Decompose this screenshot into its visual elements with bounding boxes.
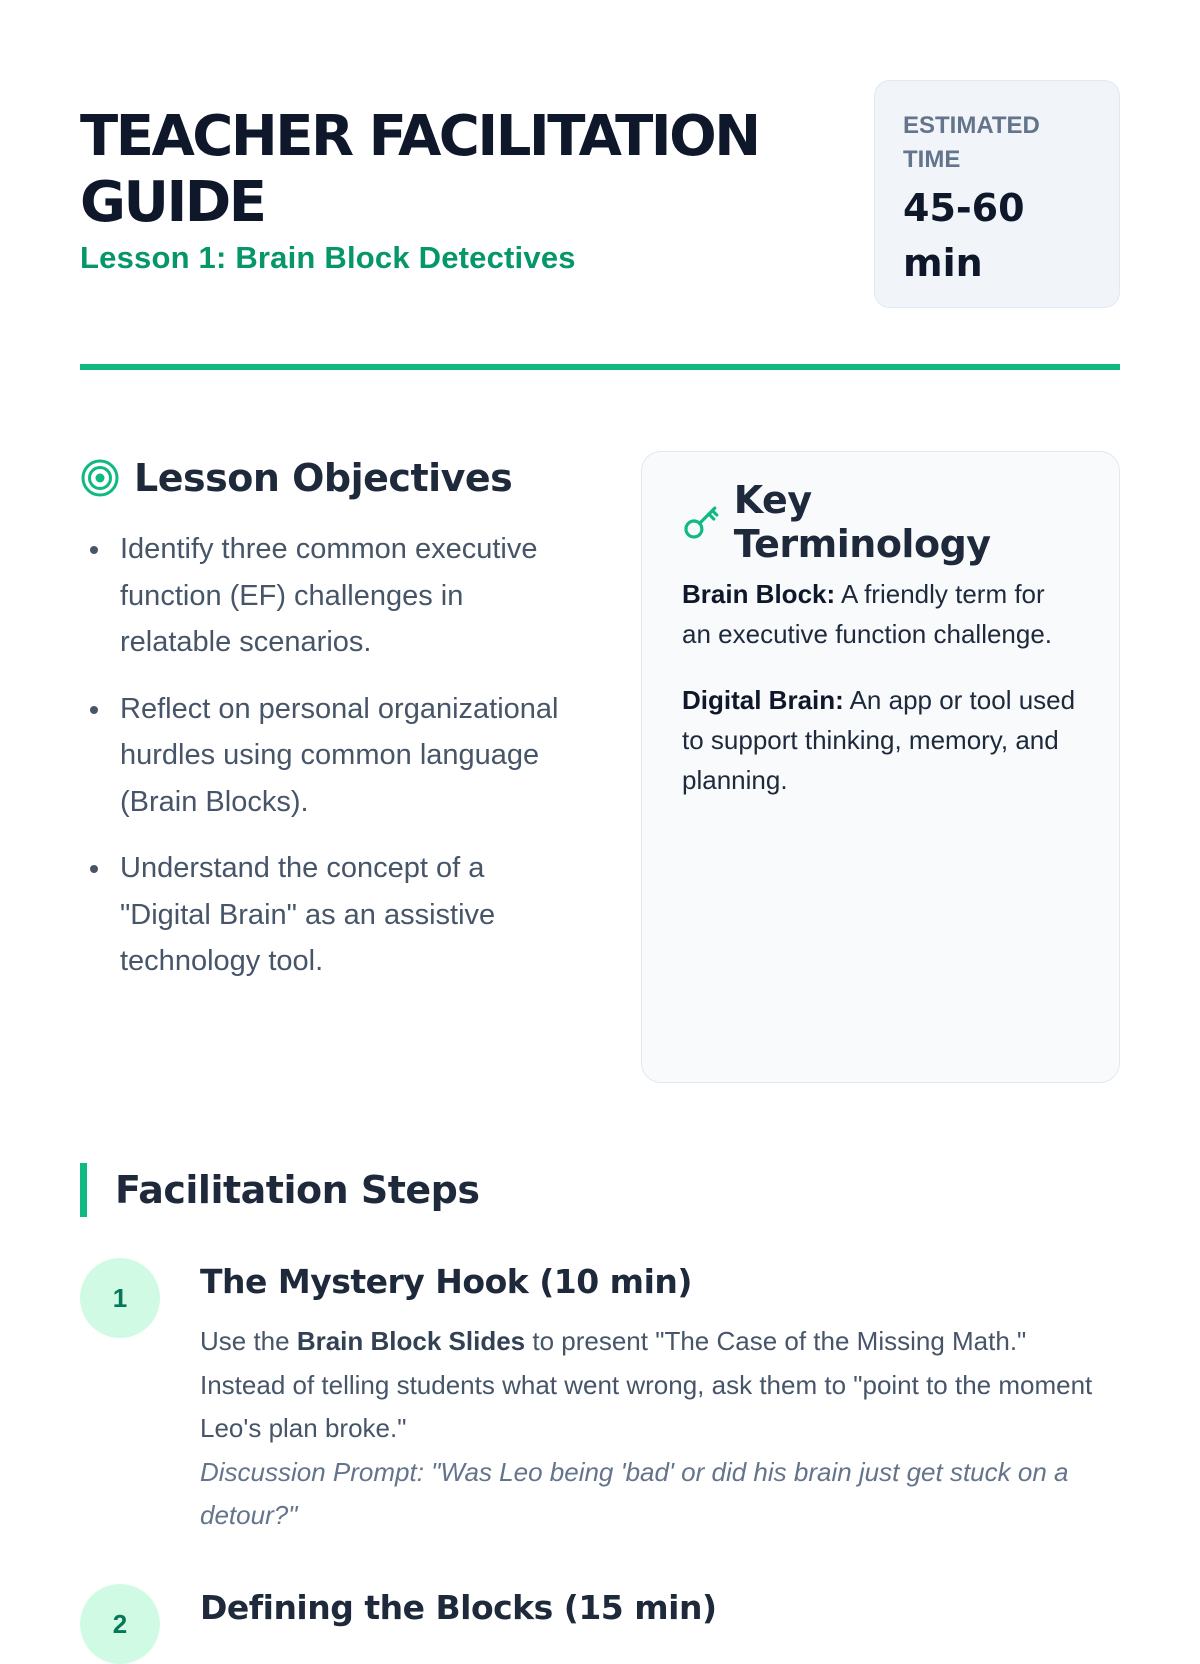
step-number-badge: 1: [80, 1258, 160, 1338]
steps-accent-bar: [80, 1163, 87, 1217]
objective-item: Understand the concept of a "Digital Brain" as an assistive technology tool.: [80, 845, 580, 985]
term-item: [682, 680, 1079, 800]
term-name: Digital Brain:: [682, 685, 844, 715]
step-body: [200, 1584, 1100, 1632]
step-title: The Mystery Hook (10 min): [200, 1262, 692, 1301]
step-text-before: Use the: [200, 1326, 297, 1356]
header-divider: [80, 364, 1120, 370]
term-item: [682, 574, 1079, 654]
term-name: Brain Block:: [682, 579, 836, 609]
terminology-title: Key Terminology: [733, 478, 991, 566]
objectives-title: Lesson Objectives: [134, 456, 513, 500]
key-icon: [682, 502, 722, 542]
terminology-card: [641, 451, 1120, 1083]
estimated-time-value: 45-60 min: [903, 186, 1025, 285]
target-icon: [80, 458, 120, 498]
steps-header: [80, 1162, 480, 1218]
step-text-after: to present "The Case of the Missing Math." Instead of telling students what went wrong, ask them to "point to the moment Leo's plan broke.": [200, 1326, 1093, 1443]
objectives-header: [80, 448, 580, 508]
page-title: TEACHER FACILITATION GUIDE: [80, 104, 759, 235]
objectives-list: [80, 526, 580, 985]
objective-item: Identify three common executive function (EF) challenges in relatable scenarios.: [80, 526, 580, 666]
step-number-badge: 2: [80, 1584, 160, 1664]
terminology-header: [682, 478, 1079, 566]
estimated-time-label: ESTIMATED TIME: [903, 112, 1040, 173]
term-definition: A friendly term for an executive function challenge.: [682, 579, 1053, 649]
header: [80, 80, 1120, 310]
step-text-bold: Brain Block Slides: [296, 1326, 526, 1356]
term-definition: An app or tool used to support thinking, memory, and planning.: [682, 685, 1076, 795]
step-body: [200, 1258, 1100, 1538]
objectives-section: [80, 448, 580, 1005]
objective-item: Reflect on personal organizational hurdles using common language (Brain Blocks).: [80, 686, 580, 826]
guide-page: [80, 0, 1120, 1639]
step-description: [200, 1320, 1100, 1538]
step-title: Defining the Blocks (15 min): [200, 1588, 717, 1627]
lesson-subtitle: Lesson 1: Brain Block Detectives: [80, 240, 576, 275]
discussion-prompt: Discussion Prompt: "Was Leo being 'bad' or did his brain just get stuck on a detour?": [200, 1456, 1069, 1530]
estimated-time-card: [874, 80, 1120, 308]
steps-title: Facilitation Steps: [115, 1168, 480, 1212]
